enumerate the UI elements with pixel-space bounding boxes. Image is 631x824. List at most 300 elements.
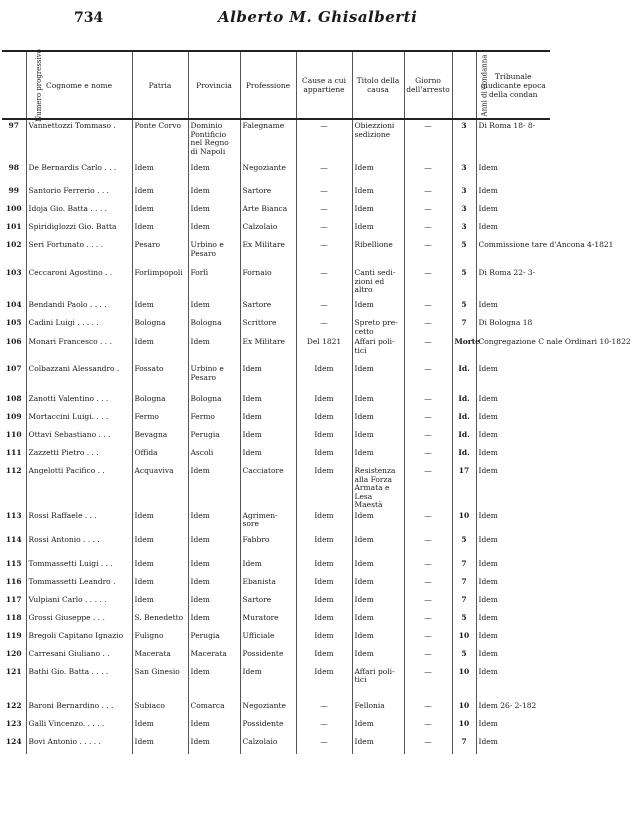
- cell-provincia: Idem: [188, 185, 240, 203]
- col-header-cognome: Cognome e nome: [26, 51, 132, 119]
- table-row: [2, 119, 550, 162]
- table-row: [2, 534, 550, 558]
- cell-professione: Negoziante: [240, 700, 296, 718]
- table-row: [2, 576, 550, 594]
- cell-cognome: Ceccaroni Agostino . .: [26, 267, 132, 299]
- cell-tribunale: Idem: [476, 736, 550, 754]
- cell-titolo: Resistenza alla Forza Armata e Lesa Maestà: [352, 465, 404, 510]
- cell-giorno: —: [404, 648, 452, 666]
- table-row: [2, 411, 550, 429]
- cell-num: 107: [5, 364, 22, 373]
- cell-professione: Fornaio: [240, 267, 296, 299]
- table-row: [2, 429, 550, 447]
- cell-num: 111: [5, 448, 22, 457]
- cell-cause: Idem: [296, 576, 352, 594]
- cell-tribunale: Commissione tare d'Ancona 4-1821: [476, 239, 550, 267]
- cell-professione: Fabbro: [240, 534, 296, 558]
- cell-anni: 5: [452, 648, 476, 666]
- cell-provincia: Urbino e Pesaro: [188, 363, 240, 393]
- cell-professione: Cacciatore: [240, 465, 296, 510]
- cell-patria: Bevagna: [132, 429, 188, 447]
- col-header-provincia: Provincia: [188, 51, 240, 119]
- cell-cause: Idem: [296, 447, 352, 465]
- cell-num: 106: [5, 337, 22, 346]
- col-header-tribunale: Tribunale giudicante epoca della condan: [476, 51, 550, 119]
- cell-cause: —: [296, 162, 352, 185]
- cell-tribunale: Di Bologna 18: [476, 317, 550, 336]
- cell-cognome: Monari Francesco . . .: [26, 336, 132, 363]
- cell-cognome: Grossi Giuseppe . . .: [26, 612, 132, 630]
- cell-provincia: Forlì: [188, 267, 240, 299]
- table-row: [2, 162, 550, 185]
- cell-cause: —: [296, 718, 352, 736]
- cell-giorno: —: [404, 393, 452, 411]
- table-row: [2, 718, 550, 736]
- cell-patria: Idem: [132, 221, 188, 239]
- table-row: [2, 648, 550, 666]
- table-row: [2, 221, 550, 239]
- cell-provincia: Idem: [188, 594, 240, 612]
- cell-patria: San Ginesio: [132, 666, 188, 700]
- cell-patria: Fossato: [132, 363, 188, 393]
- cell-anni: 7: [452, 736, 476, 754]
- cell-anni: 3: [452, 185, 476, 203]
- cell-anni: Id.: [452, 411, 476, 429]
- col-header-anni: Anni di condanna: [452, 51, 476, 119]
- cell-giorno: —: [404, 336, 452, 363]
- cell-titolo: Idem: [352, 221, 404, 239]
- cell-num: 97: [8, 121, 19, 130]
- cell-cognome: Vannettozzi Tommaso .: [26, 119, 132, 162]
- cell-provincia: Idem: [188, 221, 240, 239]
- cell-cause: Idem: [296, 594, 352, 612]
- cell-cause: Idem: [296, 393, 352, 411]
- cell-patria: Idem: [132, 203, 188, 221]
- cell-tribunale: Idem: [476, 576, 550, 594]
- cell-anni: 17: [452, 465, 476, 510]
- col-header-cause: Cause a cui appartiene: [296, 51, 352, 119]
- cell-cognome: Bregoli Capitano Ignazio: [26, 630, 132, 648]
- cell-cognome: Spiridiglozzi Gio. Batta: [26, 221, 132, 239]
- cell-giorno: —: [404, 239, 452, 267]
- cell-giorno: —: [404, 447, 452, 465]
- cell-tribunale: Idem: [476, 718, 550, 736]
- cell-tribunale: Idem: [476, 299, 550, 317]
- cell-titolo: Affari poli- tici: [352, 666, 404, 700]
- cell-titolo: Idem: [352, 630, 404, 648]
- cell-tribunale: Idem: [476, 221, 550, 239]
- cell-patria: Idem: [132, 162, 188, 185]
- cell-titolo: Idem: [352, 299, 404, 317]
- cell-patria: Ponte Corvo: [132, 119, 188, 162]
- cell-anni: Id.: [452, 363, 476, 393]
- cell-num: 116: [5, 576, 22, 586]
- table-row: [2, 736, 550, 754]
- cell-professione: Falegname: [240, 119, 296, 162]
- cell-anni: 3: [452, 119, 476, 162]
- cell-anni: 10: [452, 510, 476, 534]
- cell-anni: 10: [452, 666, 476, 700]
- cell-num: 124: [5, 736, 22, 746]
- cell-giorno: —: [404, 221, 452, 239]
- cell-cognome: Tommassetti Luigi . . .: [26, 558, 132, 576]
- cell-cognome: Zanotti Valentino . . .: [26, 393, 132, 411]
- cell-professione: Muratore: [240, 612, 296, 630]
- cell-num: 103: [5, 268, 22, 277]
- cell-anni: Id.: [452, 429, 476, 447]
- cell-patria: Fermo: [132, 411, 188, 429]
- cell-giorno: —: [404, 630, 452, 648]
- cell-giorno: —: [404, 119, 452, 162]
- cell-provincia: Idem: [188, 736, 240, 754]
- cell-provincia: Idem: [188, 534, 240, 558]
- cell-num: 112: [5, 466, 22, 475]
- cell-provincia: Bologna: [188, 317, 240, 336]
- cell-patria: Idem: [132, 510, 188, 534]
- cell-provincia: Idem: [188, 465, 240, 510]
- cell-anni: 5: [452, 239, 476, 267]
- prisoners-table: [2, 49, 631, 754]
- cell-titolo: Idem: [352, 429, 404, 447]
- cell-cognome: Bovi Antonio . . . . .: [26, 736, 132, 754]
- cell-titolo: Idem: [352, 558, 404, 576]
- cell-cause: —: [296, 185, 352, 203]
- cell-num: 108: [5, 394, 22, 403]
- cell-professione: Idem: [240, 558, 296, 576]
- cell-patria: Bologna: [132, 317, 188, 336]
- cell-anni: 10: [452, 718, 476, 736]
- cell-professione: Calzolaio: [240, 736, 296, 754]
- cell-professione: Negoziante: [240, 162, 296, 185]
- cell-num: 118: [5, 612, 22, 622]
- cell-provincia: Ascoli: [188, 447, 240, 465]
- cell-tribunale: Idem: [476, 363, 550, 393]
- cell-anni: Id.: [452, 393, 476, 411]
- cell-giorno: —: [404, 429, 452, 447]
- table-row: [2, 317, 550, 336]
- cell-anni: 5: [452, 612, 476, 630]
- cell-num: 115: [5, 558, 22, 568]
- cell-num: 104: [5, 300, 22, 309]
- cell-tribunale: Idem: [476, 203, 550, 221]
- cell-cognome: Cadini Luigi . . . . .: [26, 317, 132, 336]
- cell-giorno: —: [404, 185, 452, 203]
- cell-cause: Idem: [296, 534, 352, 558]
- cell-patria: S. Benedetto: [132, 612, 188, 630]
- cell-cause: —: [296, 299, 352, 317]
- cell-professione: Possidente: [240, 718, 296, 736]
- cell-professione: Idem: [240, 447, 296, 465]
- cell-cognome: Seri Fortunato . . . .: [26, 239, 132, 267]
- cell-cause: Del 1821: [296, 336, 352, 363]
- cell-num: 110: [5, 430, 22, 439]
- cell-titolo: Idem: [352, 162, 404, 185]
- cell-num: 105: [5, 318, 22, 327]
- cell-num: 121: [5, 666, 22, 676]
- cell-cause: Idem: [296, 411, 352, 429]
- table-header-row: [2, 51, 550, 119]
- cell-provincia: Idem: [188, 336, 240, 363]
- table-row: [2, 630, 550, 648]
- cell-tribunale: Idem: [476, 558, 550, 576]
- cell-patria: Idem: [132, 336, 188, 363]
- cell-giorno: —: [404, 465, 452, 510]
- cell-num: 102: [5, 240, 22, 249]
- cell-provincia: Comarca: [188, 700, 240, 718]
- cell-titolo: Affari poli- tici: [352, 336, 404, 363]
- cell-titolo: Idem: [352, 393, 404, 411]
- table-row: [2, 203, 550, 221]
- cell-giorno: —: [404, 299, 452, 317]
- cell-provincia: Idem: [188, 576, 240, 594]
- cell-giorno: —: [404, 162, 452, 185]
- cell-patria: Idem: [132, 299, 188, 317]
- cell-professione: Sartore: [240, 299, 296, 317]
- cell-titolo: Idem: [352, 185, 404, 203]
- cell-tribunale: Idem: [476, 630, 550, 648]
- cell-giorno: —: [404, 534, 452, 558]
- table-row: [2, 185, 550, 203]
- cell-tribunale: Idem: [476, 612, 550, 630]
- cell-titolo: Idem: [352, 612, 404, 630]
- cell-num: 120: [5, 648, 22, 658]
- cell-titolo: Idem: [352, 203, 404, 221]
- cell-patria: Idem: [132, 594, 188, 612]
- table-row: [2, 666, 550, 700]
- cell-cognome: Bendandi Paolo . . . .: [26, 299, 132, 317]
- table-row: [2, 336, 550, 363]
- cell-provincia: Idem: [188, 299, 240, 317]
- cell-provincia: Idem: [188, 558, 240, 576]
- cell-num: 98: [8, 163, 19, 172]
- cell-tribunale: Idem: [476, 429, 550, 447]
- table-row: [2, 612, 550, 630]
- cell-cognome: Zazzetti Pietro . . .: [26, 447, 132, 465]
- cell-tribunale: Idem: [476, 411, 550, 429]
- cell-cognome: Mortaccini Luigi. . . .: [26, 411, 132, 429]
- cell-professione: Idem: [240, 363, 296, 393]
- cell-cognome: Santorio Ferrerio . . .: [26, 185, 132, 203]
- cell-provincia: Dominio Pontificio nel Regno di Napoli: [188, 119, 240, 162]
- table-row: [2, 299, 550, 317]
- table-row: [2, 594, 550, 612]
- cell-giorno: —: [404, 736, 452, 754]
- cell-professione: Ex Militare: [240, 336, 296, 363]
- cell-patria: Fuligno: [132, 630, 188, 648]
- cell-titolo: Idem: [352, 648, 404, 666]
- cell-professione: Idem: [240, 411, 296, 429]
- cell-cognome: Angelotti Pacifico . .: [26, 465, 132, 510]
- cell-cognome: Idoja Gio. Batta . . . .: [26, 203, 132, 221]
- cell-tribunale: Idem: [476, 162, 550, 185]
- cell-giorno: —: [404, 510, 452, 534]
- cell-tribunale: Idem 26- 2-182: [476, 700, 550, 718]
- cell-patria: Macerata: [132, 648, 188, 666]
- cell-anni: 5: [452, 534, 476, 558]
- cell-patria: Bologna: [132, 393, 188, 411]
- cell-cognome: Colbazzani Alessandro .: [26, 363, 132, 393]
- running-title: Alberto M. Ghisalberti: [218, 8, 418, 26]
- cell-professione: Arte Bianca: [240, 203, 296, 221]
- cell-anni: 5: [452, 299, 476, 317]
- cell-professione: Idem: [240, 666, 296, 700]
- cell-cognome: Rossi Antonio . . . .: [26, 534, 132, 558]
- cell-patria: Idem: [132, 718, 188, 736]
- cell-giorno: —: [404, 612, 452, 630]
- cell-patria: Idem: [132, 558, 188, 576]
- cell-professione: Ebanista: [240, 576, 296, 594]
- cell-giorno: —: [404, 700, 452, 718]
- cell-tribunale: Idem: [476, 534, 550, 558]
- cell-giorno: —: [404, 317, 452, 336]
- cell-professione: Ufficiale: [240, 630, 296, 648]
- col-header-patria: Patria: [132, 51, 188, 119]
- cell-giorno: —: [404, 363, 452, 393]
- cell-titolo: Idem: [352, 718, 404, 736]
- cell-titolo: Idem: [352, 594, 404, 612]
- cell-cognome: Baroni Bernardino . . .: [26, 700, 132, 718]
- cell-num: 113: [5, 510, 22, 520]
- cell-num: 114: [5, 534, 22, 544]
- page-header: [0, 8, 550, 32]
- table-row: [2, 239, 550, 267]
- cell-tribunale: Idem: [476, 185, 550, 203]
- cell-cause: —: [296, 317, 352, 336]
- cell-anni: 3: [452, 203, 476, 221]
- cell-giorno: —: [404, 718, 452, 736]
- cell-patria: Subiaco: [132, 700, 188, 718]
- col-header-professione: Professione: [240, 51, 296, 119]
- cell-cognome: Carresani Giuliano . .: [26, 648, 132, 666]
- page-number: 734: [74, 10, 104, 26]
- cell-giorno: —: [404, 576, 452, 594]
- cell-cause: Idem: [296, 630, 352, 648]
- cell-giorno: —: [404, 594, 452, 612]
- cell-titolo: Idem: [352, 363, 404, 393]
- cell-anni: 3: [452, 162, 476, 185]
- cell-tribunale: Idem: [476, 393, 550, 411]
- cell-anni: 10: [452, 700, 476, 718]
- cell-provincia: Idem: [188, 718, 240, 736]
- cell-provincia: Fermo: [188, 411, 240, 429]
- cell-anni: 10: [452, 630, 476, 648]
- cell-num: 99: [8, 186, 19, 195]
- cell-cognome: Vulpiani Carlo . . . . .: [26, 594, 132, 612]
- cell-anni: 5: [452, 267, 476, 299]
- cell-cause: —: [296, 203, 352, 221]
- col-header-giorno: Giorno dell'arresto: [404, 51, 452, 119]
- cell-provincia: Perugia: [188, 429, 240, 447]
- cell-tribunale: Di Roma 22- 3-: [476, 267, 550, 299]
- cell-anni: 7: [452, 317, 476, 336]
- cell-cognome: Tommassetti Leandro .: [26, 576, 132, 594]
- table-row: [2, 447, 550, 465]
- cell-professione: Possidente: [240, 648, 296, 666]
- cell-professione: Agrimen- sore: [240, 510, 296, 534]
- cell-anni: 7: [452, 558, 476, 576]
- cell-cognome: Ottavi Sebastiano . . .: [26, 429, 132, 447]
- cell-tribunale: Idem: [476, 465, 550, 510]
- cell-cause: Idem: [296, 612, 352, 630]
- cell-num: 117: [5, 594, 22, 604]
- cell-cause: —: [296, 119, 352, 162]
- cell-tribunale: Idem: [476, 666, 550, 700]
- cell-titolo: Idem: [352, 411, 404, 429]
- cell-cause: —: [296, 267, 352, 299]
- col-header-numero: Numero progressivo: [2, 51, 26, 119]
- cell-titolo: Obiezzioni sedizione: [352, 119, 404, 162]
- cell-tribunale: Idem: [476, 510, 550, 534]
- table-row: [2, 393, 550, 411]
- cell-provincia: Idem: [188, 666, 240, 700]
- cell-provincia: Urbino e Pesaro: [188, 239, 240, 267]
- table-row: [2, 700, 550, 718]
- cell-anni: Morte: [452, 336, 476, 363]
- cell-provincia: Bologna: [188, 393, 240, 411]
- cell-patria: Idem: [132, 185, 188, 203]
- table-row: [2, 510, 550, 534]
- table-row: [2, 267, 550, 299]
- cell-num: 101: [5, 222, 22, 231]
- cell-cause: —: [296, 239, 352, 267]
- cell-anni: Id.: [452, 447, 476, 465]
- cell-patria: Idem: [132, 576, 188, 594]
- cell-num: 109: [5, 412, 22, 421]
- table-body: [2, 119, 631, 754]
- cell-tribunale: Idem: [476, 648, 550, 666]
- cell-titolo: Idem: [352, 534, 404, 558]
- cell-professione: Idem: [240, 393, 296, 411]
- cell-cause: —: [296, 221, 352, 239]
- cell-cause: —: [296, 700, 352, 718]
- cell-professione: Idem: [240, 429, 296, 447]
- cell-professione: Calzolaio: [240, 221, 296, 239]
- table-row: [2, 363, 550, 393]
- cell-patria: Pesaro: [132, 239, 188, 267]
- cell-professione: Sartore: [240, 594, 296, 612]
- cell-cause: Idem: [296, 465, 352, 510]
- cell-cause: —: [296, 736, 352, 754]
- cell-professione: Sartore: [240, 185, 296, 203]
- cell-num: 122: [5, 700, 22, 710]
- cell-num: 119: [5, 630, 22, 640]
- cell-tribunale: Congregazione C nale Ordinari 10-1822: [476, 336, 550, 363]
- cell-cause: Idem: [296, 648, 352, 666]
- cell-titolo: Ribellione: [352, 239, 404, 267]
- cell-professione: Scrittore: [240, 317, 296, 336]
- table-row: [2, 558, 550, 576]
- cell-cause: Idem: [296, 558, 352, 576]
- cell-giorno: —: [404, 666, 452, 700]
- cell-num: 123: [5, 718, 22, 728]
- cell-titolo: Canti sedi- zioni ed altro: [352, 267, 404, 299]
- cell-provincia: Idem: [188, 510, 240, 534]
- cell-cognome: De Bernardis Carlo . . .: [26, 162, 132, 185]
- cell-cause: Idem: [296, 429, 352, 447]
- cell-titolo: Spreto pre- cetto: [352, 317, 404, 336]
- cell-patria: Idem: [132, 736, 188, 754]
- cell-anni: 7: [452, 594, 476, 612]
- cell-titolo: Idem: [352, 576, 404, 594]
- cell-professione: Ex Militare: [240, 239, 296, 267]
- cell-titolo: Idem: [352, 510, 404, 534]
- cell-provincia: Idem: [188, 162, 240, 185]
- cell-giorno: —: [404, 558, 452, 576]
- table-row: [2, 465, 550, 510]
- cell-provincia: Idem: [188, 612, 240, 630]
- cell-cause: Idem: [296, 363, 352, 393]
- cell-cognome: Galli Vincenzo. . . . .: [26, 718, 132, 736]
